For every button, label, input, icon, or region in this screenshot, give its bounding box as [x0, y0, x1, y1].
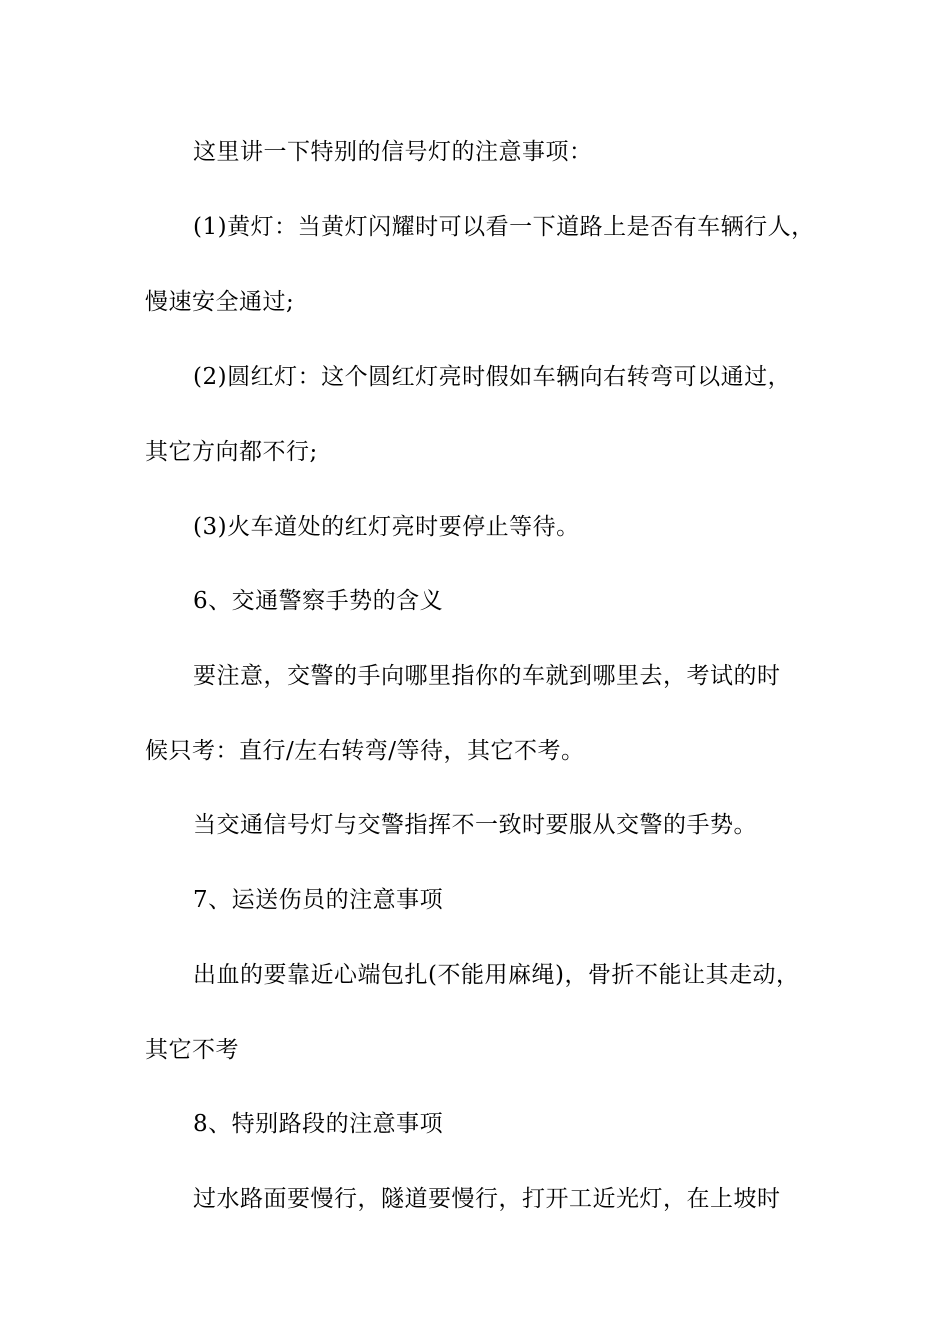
paragraph-police-gestures: 要注意，交警的手向哪里指你的车就到哪里去，考试的时: [193, 663, 781, 689]
section-heading-special-road-sections: 8、特别路段的注意事项: [193, 1111, 444, 1137]
section-heading-police-gestures: 6、交通警察手势的含义: [193, 588, 444, 614]
paragraph-special-road-sections: 过水路面要慢行，隧道要慢行，打开工近光灯，在上坡时: [193, 1186, 781, 1212]
paragraph-yellow-light-continued: 慢速安全通过;: [145, 289, 295, 315]
paragraph-police-gestures-continued: 候只考：直行/左右转弯/等待，其它不考。: [145, 738, 585, 764]
paragraph-railway-red-light: (3)火车道处的红灯亮时要停止等待。: [193, 514, 580, 540]
paragraph-special-signals-intro: 这里讲一下特别的信号灯的注意事项：: [193, 139, 593, 165]
paragraph-yellow-light: (1)黄灯：当黄灯闪耀时可以看一下道路上是否有车辆行人，: [193, 214, 815, 240]
paragraph-signal-vs-police: 当交通信号灯与交警指挥不一致时要服从交警的手势。: [193, 812, 757, 838]
paragraph-red-circle-light: (2)圆红灯：这个圆红灯亮时假如车辆向右转弯可以通过，: [193, 364, 792, 390]
paragraph-injured-transport: 出血的要靠近心端包扎(不能用麻绳)，骨折不能让其走动，: [193, 962, 800, 988]
section-heading-injured-transport: 7、运送伤员的注意事项: [193, 887, 444, 913]
paragraph-injured-transport-continued: 其它不考: [145, 1037, 239, 1063]
paragraph-red-circle-light-continued: 其它方向都不行;: [145, 439, 318, 465]
